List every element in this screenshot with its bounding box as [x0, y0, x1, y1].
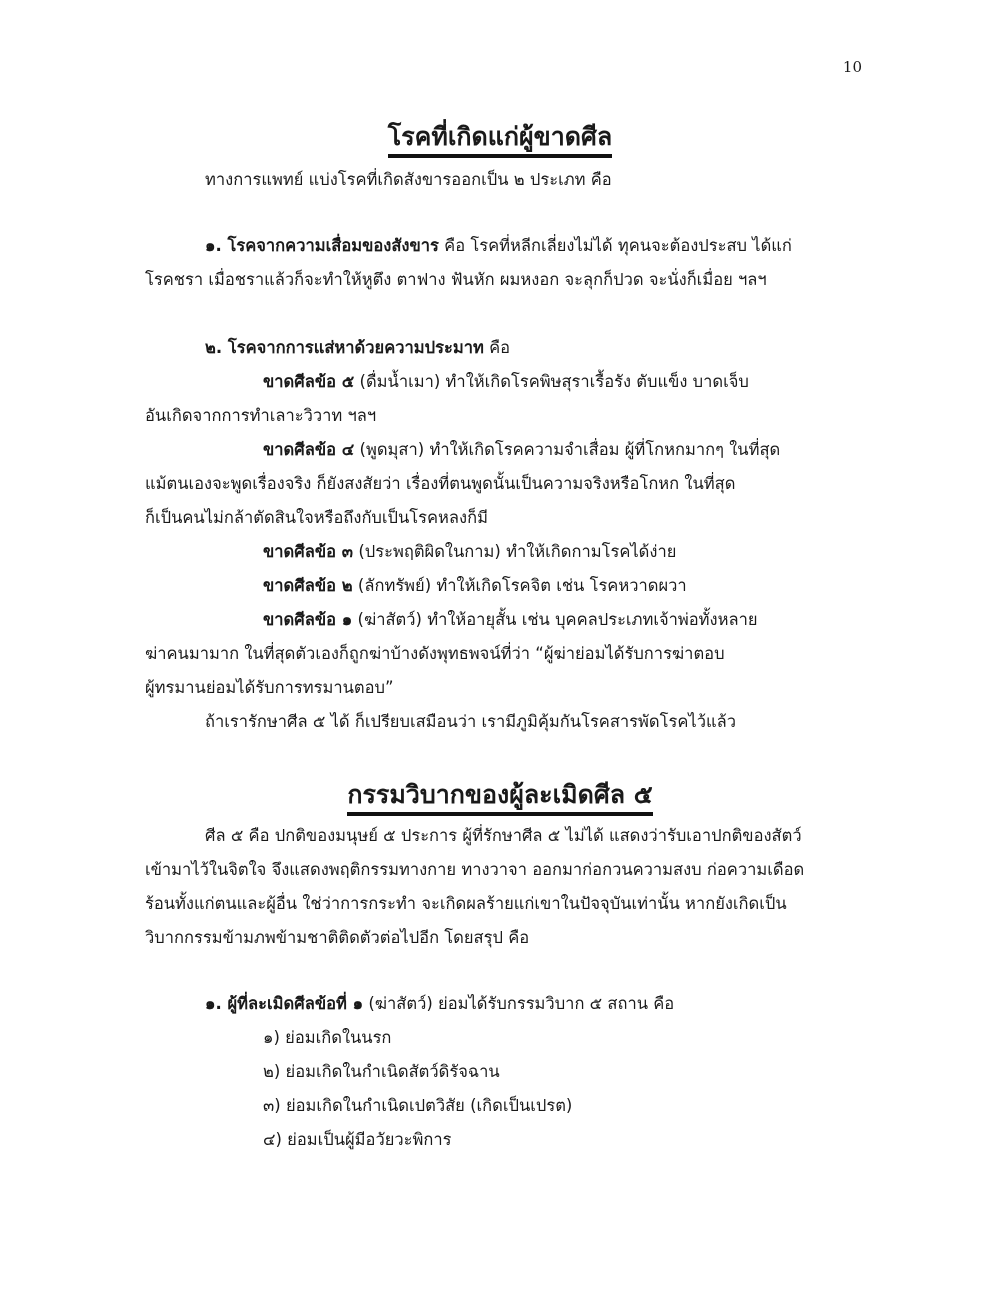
list-item: ๓) ย่อมเกิดในกำเนิดเปตวิสัย (เกิดเป็นเปรต) — [263, 1096, 573, 1115]
karma-item-1-label: ๑. ผู้ที่ละเมิดศีลข้อที่ ๑ — [205, 994, 364, 1013]
karma-paragraph-line-4: วิบากกรรมข้ามภพข้ามชาติติดตัวต่อไปอีก โดยสรุป คือ — [145, 928, 530, 947]
page-number: 10 — [842, 58, 862, 76]
precept-4-line-2: แม้ตนเองจะพูดเรื่องจริง ก็ยังสงสัยว่า เรื่องที่ตนพูดนั้นเป็นความจริงหรือโกหก ในที่สุด — [145, 474, 736, 493]
precept-2-label: ขาดศีลข้อ ๒ — [263, 576, 353, 595]
disease-item-1-text: คือ โรคที่หลีกเลี่ยงไม่ได้ ทุคนจะต้องประสบ ได้แก่ — [444, 236, 792, 255]
conclusion-paragraph: ถ้าเรารักษาศีล ๕ ได้ ก็เปรียบเสมือนว่า เรามีภูมิคุ้มกันโรคสารพัดโรคไว้แล้ว — [205, 712, 736, 731]
disease-item-2 — [205, 336, 510, 360]
precept-3-line-1 — [263, 540, 676, 564]
precept-4-label: ขาดศีลข้อ ๔ — [263, 440, 355, 459]
precept-5-text: (ดื่มน้ำเมา) ทำให้เกิดโรคพิษสุราเรื้อรัง ตับแข็ง บาดเจ็บ — [359, 372, 749, 391]
precept-3-label: ขาดศีลข้อ ๓ — [263, 542, 354, 561]
karma-paragraph-line-3: ร้อนทั้งแก่ตนและผู้อื่น ใช่ว่าการกระทำ จะเกิดผลร้ายแก่เขาในปัจจุบันเท่านั้น หากยังเกิดเป็น — [145, 894, 787, 913]
precept-5-label: ขาดศีลข้อ ๕ — [263, 372, 355, 391]
precept-1-label: ขาดศีลข้อ ๑ — [263, 610, 353, 629]
section-title-diseases — [0, 120, 1000, 154]
disease-item-2-label: ๒. โรคจากการแส่หาด้วยความประมาท — [205, 338, 484, 357]
section-title-text: กรรมวิบากของผู้ละเมิดศีล ๕ — [347, 780, 652, 816]
disease-item-1-label: ๑. โรคจากความเสื่อมของสังขาร — [205, 236, 439, 255]
precept-1-text: (ฆ่าสัตว์) ทำให้อายุสั้น เช่น บุคคลประเภทเจ้าพ่อทั้งหลาย — [357, 610, 758, 629]
section-title-text: โรคที่เกิดแก่ผู้ขาดศีล — [388, 122, 612, 158]
precept-2-line-1 — [263, 574, 687, 598]
intro-paragraph: ทางการแพทย์ แบ่งโรคที่เกิดสังขารออกเป็น ๒ ประเภท คือ — [205, 170, 612, 189]
precept-1-line-2: ฆ่าคนมามาก ในที่สุดตัวเองก็ถูกฆ่าบ้างดังพุทธพจน์ที่ว่า “ผู้ฆ่าย่อมได้รับการฆ่าตอบ — [145, 644, 725, 663]
karma-item-1-text: (ฆ่าสัตว์) ย่อมได้รับกรรมวิบาก ๕ สถาน คือ — [368, 994, 675, 1013]
precept-1-line-1 — [263, 608, 758, 632]
precept-4-text: (พูดมุสา) ทำให้เกิดโรคความจำเสื่อม ผู้ที่โกหกมากๆ ในที่สุด — [359, 440, 781, 459]
karma-item-1 — [205, 992, 674, 1016]
list-item: ๒) ย่อมเกิดในกำเนิดสัตว์ดิรัจฉาน — [263, 1062, 500, 1081]
precept-4-line-1 — [263, 438, 780, 462]
disease-item-1 — [205, 234, 792, 258]
precept-2-text: (ลักทรัพย์) ทำให้เกิดโรคจิต เช่น โรคหวาดผวา — [357, 576, 687, 595]
karma-paragraph-line-2: เข้ามาไว้ในจิตใจ จึงแสดงพฤติกรรมทางกาย ทางวาจา ออกมาก่อกวนความสงบ ก่อความเดือด — [145, 860, 805, 879]
precept-1-line-3: ผู้ทรมานย่อมได้รับการทรมานตอบ” — [145, 678, 394, 697]
list-item: ๑) ย่อมเกิดในนรก — [263, 1028, 392, 1047]
precept-4-line-3: ก็เป็นคนไม่กล้าตัดสินใจหรือถึงกับเป็นโรคหลงก็มี — [145, 508, 488, 527]
section-title-karma — [0, 778, 1000, 812]
precept-5-line-2: อันเกิดจากการทำเลาะวิวาท ฯลฯ — [145, 406, 377, 425]
disease-item-1-continued: โรคชรา เมื่อชราแล้วก็จะทำให้หูตึง ตาฟาง ฟันหัก ผมหงอก จะลุกก็ปวด จะนั่งก็เมื่อย ฯลฯ — [145, 270, 767, 289]
disease-item-2-suffix: คือ — [489, 338, 511, 357]
list-item: ๔) ย่อมเป็นผู้มีอวัยวะพิการ — [263, 1130, 452, 1149]
karma-paragraph-line-1: ศีล ๕ คือ ปกติของมนุษย์ ๕ ประการ ผู้ที่รักษาศีล ๕ ไม่ได้ แสดงว่ารับเอาปกติของสัตว์ — [205, 826, 802, 845]
precept-5-line-1 — [263, 370, 749, 394]
precept-3-text: (ประพฤติผิดในกาม) ทำให้เกิดกามโรคได้ง่าย — [358, 542, 677, 561]
